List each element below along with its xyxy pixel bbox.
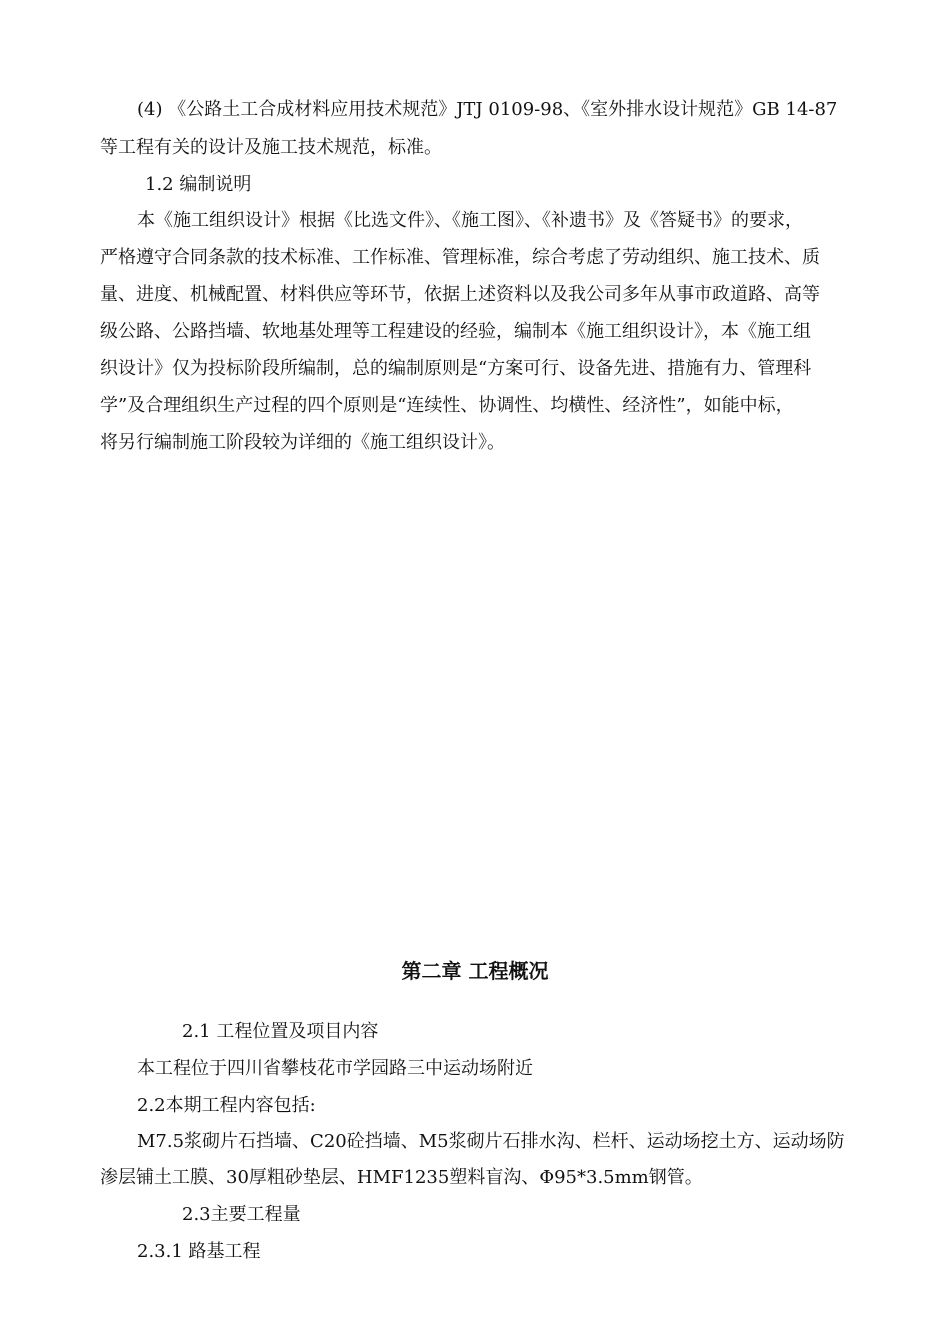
- paragraph-line: 级公路、公路挡墙、软地基处理等工程建设的经验，编制本《施工组织设计》，本《施工组: [100, 321, 811, 342]
- chapter-title: 第二章 工程概况: [401, 959, 549, 983]
- section-heading-2-1: 2.1 工程位置及项目内容: [182, 1021, 379, 1042]
- paragraph-line: 学”及合理组织生产过程的四个原则是“连续性、协调性、均横性、经济性”，如能中标，: [100, 395, 794, 416]
- item-4-line-2: 等工程有关的设计及施工技术规范，标准。: [100, 137, 442, 158]
- item-4-line-1: (4) 《公路土工合成材料应用技术规范》JTJ 0109-98、《室外排水设计规范》GB 14-87: [137, 99, 838, 120]
- content-line-1: M7.5浆砌片石挡墙、C20砼挡墙、M5浆砌片石排水沟、栏杆、运动场挖土方、运动场防: [137, 1131, 845, 1152]
- paragraph-line: 将另行编制施工阶段较为详细的《施工组织设计》。: [100, 432, 505, 453]
- section-heading-2-3: 2.3主要工程量: [182, 1204, 301, 1225]
- paragraph-line: 量、进度、机械配置、材料供应等环节，依据上述资料以及我公司多年从事市政道路、高等: [100, 284, 820, 305]
- section-heading-2-3-1: 2.3.1 路基工程: [137, 1241, 261, 1262]
- section-heading-1-2: 1.2 编制说明: [145, 174, 252, 195]
- paragraph-line: 织设计》仅为投标阶段所编制，总的编制原则是“方案可行、设备先进、措施有力、管理科: [100, 358, 812, 379]
- paragraph-line: 严格遵守合同条款的技术标准、工作标准、管理标准，综合考虑了劳动组织、施工技术、质: [100, 247, 820, 268]
- content-line-2: 渗层铺土工膜、30厚粗砂垫层、HMF1235塑料盲沟、Φ95*3.5mm钢管。: [100, 1167, 703, 1188]
- location-text: 本工程位于四川省攀枝花市学园路三中运动场附近: [137, 1058, 533, 1079]
- paragraph-line: 本《施工组织设计》根据《比选文件》、《施工图》、《补遗书》及《答疑书》的要求，: [137, 210, 803, 231]
- section-heading-2-2: 2.2本期工程内容包括:: [137, 1095, 316, 1116]
